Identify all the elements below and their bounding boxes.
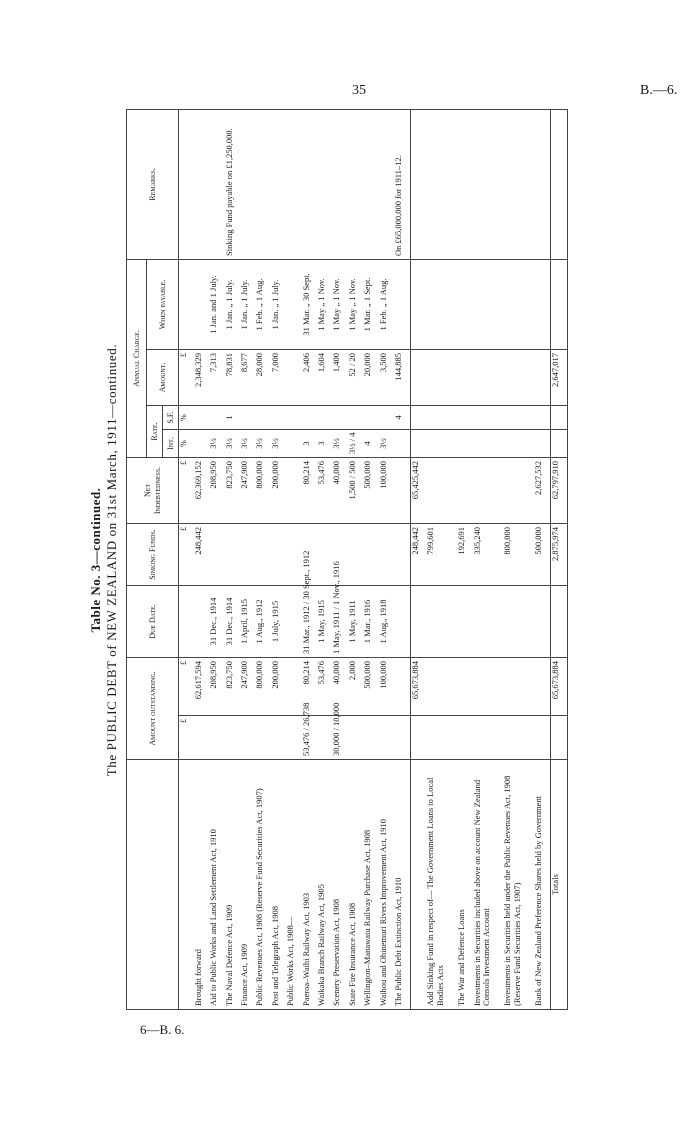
- cell-int: [473, 429, 504, 457]
- cell-sink: [225, 523, 240, 585]
- cell-sf: [503, 405, 534, 429]
- header-net-indebtedness: Net Indebtedness.: [127, 457, 179, 523]
- cell-sink: 335,240: [473, 523, 504, 585]
- cell-when: [410, 259, 426, 349]
- cell-sink: 248,442: [410, 523, 426, 585]
- cell-sf: [240, 405, 255, 429]
- cell-desc: Scenery Preservation Act, 1908: [332, 760, 347, 1010]
- cell-a1: [379, 716, 394, 760]
- cell-when: 1 May „ 1 Nov.: [332, 259, 347, 349]
- cell-rem: [363, 109, 378, 259]
- cell-desc: Paeroa–Waihi Railway Act, 1903: [302, 760, 317, 1010]
- cell-sf: [348, 405, 363, 429]
- cell-when: 1 Mar. „ 1 Sept.: [363, 259, 378, 349]
- cell-sink: [255, 523, 270, 585]
- table-row: [225, 109, 240, 1009]
- table-row: [255, 109, 270, 1009]
- cell-rem: [457, 109, 472, 259]
- table-row: [209, 109, 224, 1009]
- page-footer: 6—B. 6.: [140, 1022, 185, 1037]
- cell-when: 1 Jan. „ 1 July.: [271, 259, 286, 349]
- table-row: [473, 109, 504, 1009]
- header-description: [127, 760, 179, 1010]
- cell-a1: 30,000 / 10,000: [332, 716, 347, 760]
- total-empty: [550, 109, 567, 259]
- cell-amt: 2,406: [302, 349, 317, 405]
- total-empty: [550, 716, 567, 760]
- cell-net: 65,425,442: [410, 457, 426, 523]
- cell-sf: [317, 405, 332, 429]
- cell-rem: [286, 109, 301, 259]
- cell-a2: 247,900: [240, 657, 255, 715]
- cell-sf: [194, 405, 209, 429]
- cell-int: [286, 429, 301, 457]
- unit-row: [179, 109, 194, 1009]
- cell-desc: Aid to Public Works and Land Settlement Act, 1910: [209, 760, 224, 1010]
- cell-a1: [286, 716, 301, 760]
- cell-due: [286, 585, 301, 657]
- cell-sf: [286, 405, 301, 429]
- cell-rem: [503, 109, 534, 259]
- cell-int: 3: [317, 429, 332, 457]
- cell-when: [194, 259, 209, 349]
- cell-a2: 823,750: [225, 657, 240, 715]
- cell-desc: Public Revenues Act, 1908 (Reserve Fund Securities Act, 1907): [255, 760, 270, 1010]
- cell-sf: [255, 405, 270, 429]
- cell-int: [457, 429, 472, 457]
- cell-amt: [503, 349, 534, 405]
- cell-a2: 65,673,884: [410, 657, 426, 715]
- cell-sf: 4: [394, 405, 410, 429]
- cell-net: 1,500 / 500: [348, 457, 363, 523]
- cell-net: 100,000: [379, 457, 394, 523]
- table-row: [332, 109, 347, 1009]
- cell-when: 1 Feb. „ 1 Aug.: [255, 259, 270, 349]
- table-row: [348, 109, 363, 1009]
- cell-sink: 799,601: [426, 523, 457, 585]
- cell-net: 40,000: [332, 457, 347, 523]
- cell-desc: Post and Telegraph Act, 1908: [271, 760, 286, 1010]
- cell-when: 1 May „ 1 Nov.: [317, 259, 332, 349]
- unit-pound-1: £: [179, 716, 194, 760]
- unit-pound-4: £: [179, 457, 194, 523]
- cell-net: [394, 457, 410, 523]
- cell-sink: 192,691: [457, 523, 472, 585]
- cell-net: 62,369,152: [194, 457, 209, 523]
- cell-a2: 62,617,594: [194, 657, 209, 715]
- header-sf: S.F.: [163, 405, 179, 429]
- cell-int: 3½: [240, 429, 255, 457]
- unit-pound-5: £: [179, 349, 194, 405]
- cell-net: [473, 457, 504, 523]
- cell-rem: [348, 109, 363, 259]
- cell-rem: [302, 109, 317, 259]
- cell-desc: Investments in Securities included above on account New Zealand Consols Investment Account: [473, 760, 504, 1010]
- cell-rem: [240, 109, 255, 259]
- cell-a2: [473, 657, 504, 715]
- cell-sink: 800,000: [503, 523, 534, 585]
- cell-desc: State Fire Insurance Act, 1908: [348, 760, 363, 1010]
- cell-amt: 144,885: [394, 349, 410, 405]
- cell-a2: 53,476: [317, 657, 332, 715]
- cell-desc: Waikaka Branch Railway Act, 1905: [317, 760, 332, 1010]
- cell-amt: 3,500: [379, 349, 394, 405]
- cell-int: 3: [302, 429, 317, 457]
- cell-a1: [194, 716, 209, 760]
- header-amount-outstanding: Amount outstanding.: [127, 657, 179, 759]
- cell-when: 31 Mar. „ 30 Sept.: [302, 259, 317, 349]
- header-int: Int.: [163, 429, 179, 457]
- cell-due: [426, 585, 457, 657]
- cell-desc: Brought forward: [194, 760, 209, 1010]
- cell-a2: 200,000: [271, 657, 286, 715]
- cell-desc: Wellington–Manawatu Railway Purchase Act, 1908: [363, 760, 378, 1010]
- cell-a2: [457, 657, 472, 715]
- unit-pound-3: £: [179, 523, 194, 585]
- total-a2: 65,673,884: [550, 657, 567, 715]
- header-due-date: Due Date.: [127, 585, 179, 657]
- cell-sf: [534, 405, 550, 429]
- cell-when: 1 Jan. and 1 July.: [209, 259, 224, 349]
- cell-when: 1 Feb. „ 1 Aug.: [379, 259, 394, 349]
- cell-a1: [225, 716, 240, 760]
- cell-a2: 500,000: [363, 657, 378, 715]
- table-row: [503, 109, 534, 1009]
- page-code: B.—6.: [640, 83, 678, 98]
- cell-due: 31 Mar., 1912 / 30 Sept., 1912: [302, 585, 317, 657]
- cell-due: 1 May, 1911 / 1 Nov., 1916: [332, 585, 347, 657]
- cell-amt: 1,604: [317, 349, 332, 405]
- cell-a1: [473, 716, 504, 760]
- cell-desc: The Public Debt Extinction Act, 1910: [394, 760, 410, 1010]
- cell-a1: [271, 716, 286, 760]
- cell-net: [457, 457, 472, 523]
- cell-int: [534, 429, 550, 457]
- cell-desc: Bank of New Zealand Preference Shares held by Government: [534, 760, 550, 1010]
- table-row: [363, 109, 378, 1009]
- cell-a1: [348, 716, 363, 760]
- cell-a1: [503, 716, 534, 760]
- table-row: [394, 109, 410, 1009]
- cell-rem: [194, 109, 209, 259]
- cell-int: [426, 429, 457, 457]
- cell-desc: Public Works Act, 1908—: [286, 760, 301, 1010]
- cell-amt: 7,313: [209, 349, 224, 405]
- cell-net: 823,750: [225, 457, 240, 523]
- cell-due: [503, 585, 534, 657]
- cell-sf: [363, 405, 378, 429]
- cell-when: 1 Jan. „ 1 July.: [225, 259, 240, 349]
- cell-a1: [317, 716, 332, 760]
- cell-desc: Waihou and Ohinemuri Rivers Improvement Act, 1910: [379, 760, 394, 1010]
- cell-when: [286, 259, 301, 349]
- table-row: [302, 109, 317, 1009]
- cell-amt: 8,677: [240, 349, 255, 405]
- public-debt-table: [126, 109, 568, 1010]
- cell-when: [457, 259, 472, 349]
- cell-a2: [426, 657, 457, 715]
- total-sink: 2,875,974: [550, 523, 567, 585]
- cell-sink: [317, 523, 332, 585]
- cell-sf: [410, 405, 426, 429]
- cell-due: [394, 585, 410, 657]
- cell-desc: Finance Act, 1909: [240, 760, 255, 1010]
- cell-rem: [255, 109, 270, 259]
- cell-int: [410, 429, 426, 457]
- cell-desc: The Naval Defence Act, 1909: [225, 760, 240, 1010]
- cell-when: [473, 259, 504, 349]
- cell-net: 200,000: [271, 457, 286, 523]
- cell-sf: [209, 405, 224, 429]
- unit-pound-2: £: [179, 657, 194, 715]
- cell-sf: [379, 405, 394, 429]
- total-desc: Totals: [550, 760, 567, 1010]
- cell-a1: [240, 716, 255, 760]
- cell-sf: [426, 405, 457, 429]
- cell-a2: 800,000: [255, 657, 270, 715]
- cell-due: [410, 585, 426, 657]
- cell-a1: [209, 716, 224, 760]
- unit-pct-1: %: [179, 429, 194, 457]
- cell-net: 500,000: [363, 457, 378, 523]
- cell-when: 1 Jan. „ 1 July.: [240, 259, 255, 349]
- table-row: [534, 109, 550, 1009]
- cell-amt: [286, 349, 301, 405]
- cell-due: 31 Dec., 1914: [225, 585, 240, 657]
- cell-amt: 52 / 20: [348, 349, 363, 405]
- total-amt: 2,647,017: [550, 349, 567, 405]
- unit-pct-2: %: [179, 405, 194, 429]
- cell-net: 53,476: [317, 457, 332, 523]
- cell-sink: [348, 523, 363, 585]
- cell-a1: [255, 716, 270, 760]
- cell-amt: 78,831: [225, 349, 240, 405]
- cell-due: [194, 585, 209, 657]
- cell-int: 3½: [379, 429, 394, 457]
- cell-a2: [534, 657, 550, 715]
- cell-int: 4: [363, 429, 378, 457]
- cell-a1: [363, 716, 378, 760]
- page-number: 35: [352, 83, 366, 98]
- cell-amt: [426, 349, 457, 405]
- cell-int: [503, 429, 534, 457]
- cell-due: 1 April, 1915: [240, 585, 255, 657]
- cell-a1: [426, 716, 457, 760]
- cell-due: [534, 585, 550, 657]
- table-row: [240, 109, 255, 1009]
- header-remarks: Remarks.: [127, 109, 179, 259]
- cell-due: 1 Aug., 1912: [255, 585, 270, 657]
- cell-int: 3½: [271, 429, 286, 457]
- cell-rem: On £65,000,000 for 1911–12.: [394, 109, 410, 259]
- cell-sf: [457, 405, 472, 429]
- total-empty: [550, 259, 567, 349]
- cell-rem: [332, 109, 347, 259]
- cell-net: 2,627,532: [534, 457, 550, 523]
- cell-due: [457, 585, 472, 657]
- cell-a2: 2,000: [348, 657, 363, 715]
- cell-a2: 80,214: [302, 657, 317, 715]
- cell-sink: [286, 523, 301, 585]
- cell-due: 1 July, 1915: [271, 585, 286, 657]
- cell-sink: [394, 523, 410, 585]
- cell-amt: 20,000: [363, 349, 378, 405]
- cell-rem: [473, 109, 504, 259]
- table-row: [194, 109, 209, 1009]
- total-empty: [550, 429, 567, 457]
- cell-amt: [410, 349, 426, 405]
- cell-a1: [410, 716, 426, 760]
- cell-sink: 500,000: [534, 523, 550, 585]
- cell-due: 1 Aug., 1918: [379, 585, 394, 657]
- table-heading: The PUBLIC DEBT of NEW ZEALAND on 31st March, 1911—continued.: [104, 343, 119, 777]
- cell-a2: [286, 657, 301, 715]
- header-charge-amount: Amount.: [147, 349, 179, 405]
- header-when-payable: When payable.: [147, 259, 179, 349]
- cell-a2: [394, 657, 410, 715]
- cell-net: 247,900: [240, 457, 255, 523]
- cell-rem: [534, 109, 550, 259]
- cell-net: [286, 457, 301, 523]
- cell-a1: 53,476 / 26,738: [302, 716, 317, 760]
- cell-rem: [426, 109, 457, 259]
- cell-a2: 100,000: [379, 657, 394, 715]
- totals-row: [550, 109, 567, 1009]
- cell-due: 1 Mar., 1916: [363, 585, 378, 657]
- header-rate: Rate.: [147, 405, 163, 457]
- table-row: [410, 109, 426, 1009]
- cell-net: 208,950: [209, 457, 224, 523]
- cell-sink: 248,442: [194, 523, 209, 585]
- debt-table-region: [126, 110, 568, 1010]
- cell-amt: [457, 349, 472, 405]
- cell-due: 1 May, 1915: [317, 585, 332, 657]
- cell-a2: 208,950: [209, 657, 224, 715]
- cell-int: [194, 429, 209, 457]
- header-annual-charge: Annual Charge.: [127, 259, 147, 457]
- table-title: [88, 110, 124, 1010]
- cell-when: 1 May „ 1 Nov.: [348, 259, 363, 349]
- cell-when: [534, 259, 550, 349]
- cell-int: [394, 429, 410, 457]
- cell-int: 3½: [225, 429, 240, 457]
- cell-rem: Sinking Fund payable on £1,250,000.: [225, 109, 240, 259]
- cell-rem: [317, 109, 332, 259]
- cell-rem: [410, 109, 426, 259]
- cell-a1: [457, 716, 472, 760]
- cell-amt: [534, 349, 550, 405]
- cell-due: [473, 585, 504, 657]
- cell-rem: [209, 109, 224, 259]
- cell-sink: [271, 523, 286, 585]
- header-sinking-funds: Sinking Funds.: [127, 523, 179, 585]
- cell-net: 80,214: [302, 457, 317, 523]
- cell-sink: [363, 523, 378, 585]
- cell-rem: [271, 109, 286, 259]
- table-row: [271, 109, 286, 1009]
- total-net: 62,797,910: [550, 457, 567, 523]
- cell-desc: [410, 760, 426, 1010]
- total-empty: [550, 585, 567, 657]
- cell-a1: [394, 716, 410, 760]
- cell-amt: 7,000: [271, 349, 286, 405]
- table-row: [426, 109, 457, 1009]
- total-empty: [550, 405, 567, 429]
- cell-due: 31 Dec., 1914: [209, 585, 224, 657]
- cell-a1: [534, 716, 550, 760]
- cell-sf: 1: [225, 405, 240, 429]
- table-row: [379, 109, 394, 1009]
- cell-due: 1 May, 1911: [348, 585, 363, 657]
- cell-sf: [332, 405, 347, 429]
- cell-amt: 1,400: [332, 349, 347, 405]
- cell-amt: 2,348,329: [194, 349, 209, 405]
- table-row: [457, 109, 472, 1009]
- cell-a2: [503, 657, 534, 715]
- cell-amt: 28,000: [255, 349, 270, 405]
- cell-sf: [473, 405, 504, 429]
- cell-when: [394, 259, 410, 349]
- table-row: [317, 109, 332, 1009]
- cell-sink: [209, 523, 224, 585]
- table-row: [286, 109, 301, 1009]
- cell-int: 3½: [209, 429, 224, 457]
- cell-a2: 40,000: [332, 657, 347, 715]
- cell-desc: The War and Defence Loans: [457, 760, 472, 1010]
- cell-net: [426, 457, 457, 523]
- cell-sink: [379, 523, 394, 585]
- cell-sf: [302, 405, 317, 429]
- cell-int: 3½: [255, 429, 270, 457]
- cell-sf: [271, 405, 286, 429]
- cell-when: [426, 259, 457, 349]
- cell-sink: [240, 523, 255, 585]
- cell-int: 3½ / 4: [348, 429, 363, 457]
- cell-when: [503, 259, 534, 349]
- cell-amt: [473, 349, 504, 405]
- cell-desc: Add Sinking Fund in respect of— The Government Loans to Local Bodies Acts: [426, 760, 457, 1010]
- cell-net: [503, 457, 534, 523]
- cell-rem: [379, 109, 394, 259]
- cell-desc: Investments in Securities held under the Public Revenues Act, 1908 (Reserve Fund Securities Act, 1907): [503, 760, 534, 1010]
- table-number: Table No. 3—continued.: [88, 487, 103, 633]
- cell-int: 3½: [332, 429, 347, 457]
- cell-net: 800,000: [255, 457, 270, 523]
